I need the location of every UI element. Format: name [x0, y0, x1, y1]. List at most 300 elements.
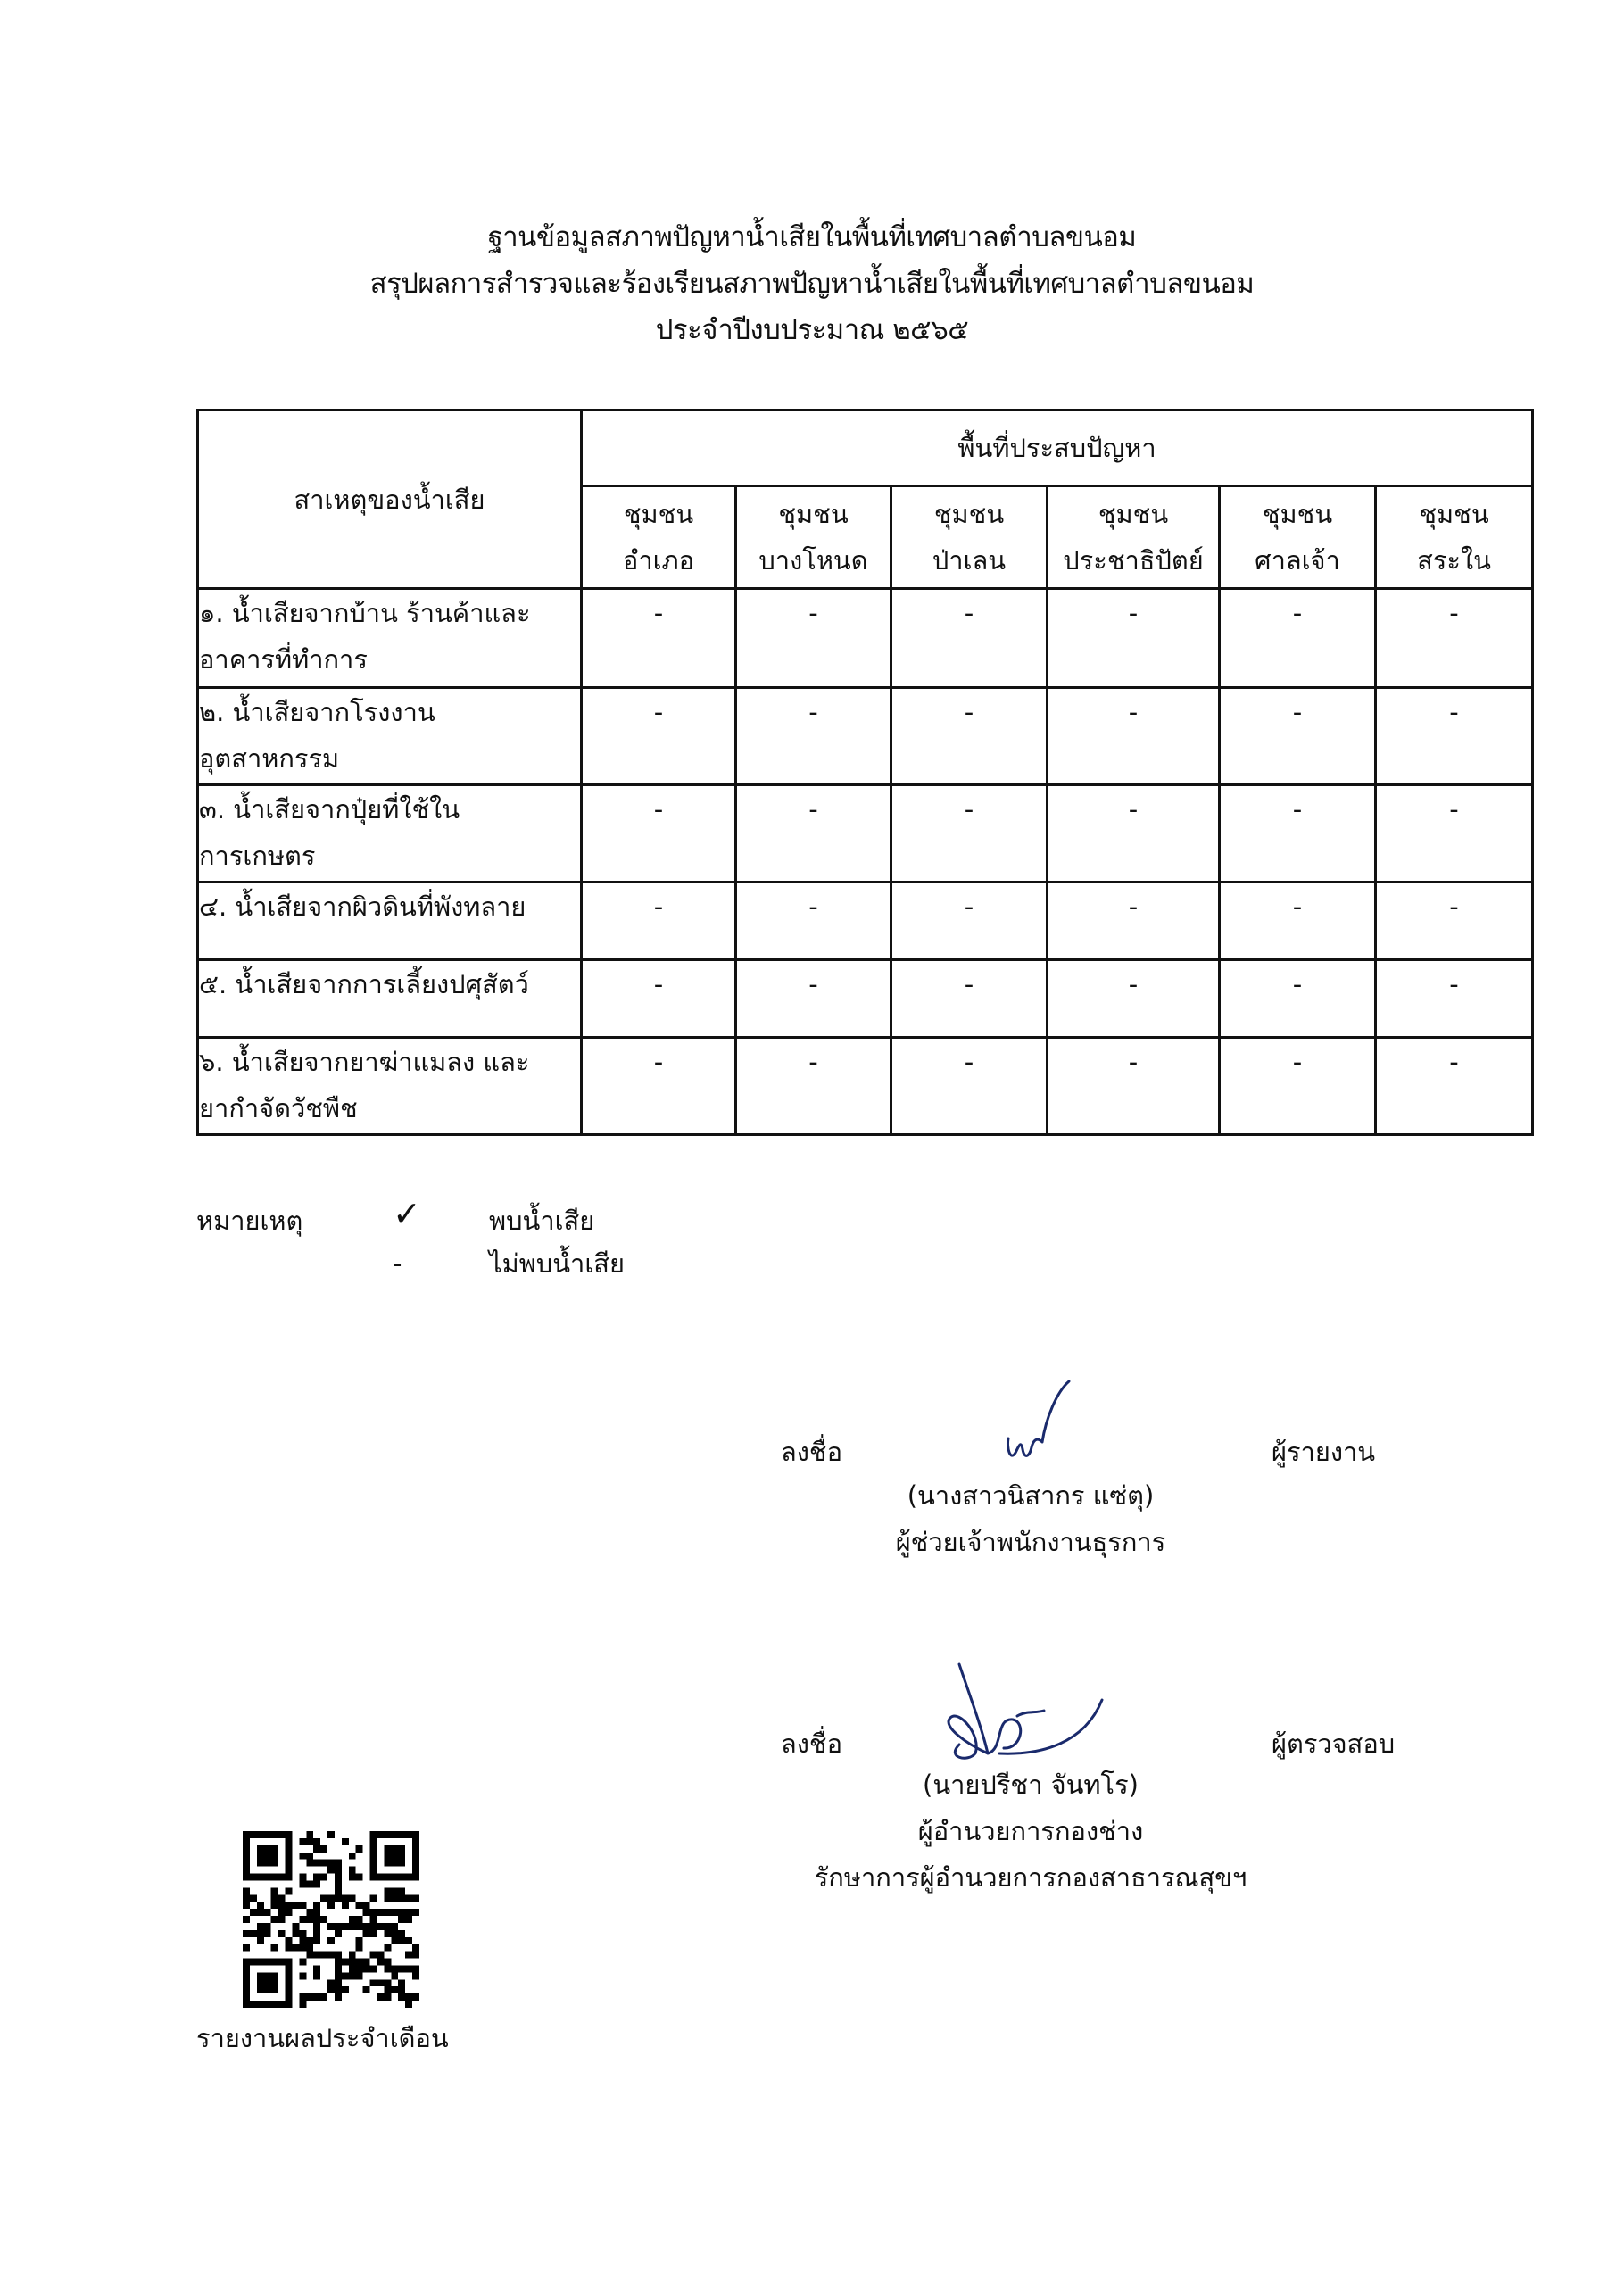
cause-text-line1: ๑. น้ำเสียจากบ้าน ร้านค้าและ	[199, 598, 531, 628]
table-row	[198, 1038, 1533, 1135]
qr-module	[271, 1887, 278, 1894]
qr-module	[327, 1831, 335, 1838]
qr-module	[335, 1930, 342, 1937]
qr-module	[335, 1993, 342, 2001]
qr-module	[243, 1867, 250, 1874]
qr-module	[398, 1986, 405, 1993]
qr-module	[377, 1874, 384, 1881]
qr-module	[313, 1993, 320, 2001]
qr-module	[370, 1838, 377, 1845]
table-row	[198, 960, 1533, 1038]
qr-module	[243, 1838, 250, 1845]
qr-module	[384, 1979, 391, 1986]
qr-module	[398, 1965, 405, 1972]
qr-module	[278, 2001, 286, 2008]
qr-module	[356, 1845, 363, 1853]
qr-module	[398, 1845, 405, 1853]
sign-label-2: ลงชื่อ	[781, 1728, 843, 1759]
qr-module	[327, 1902, 335, 1909]
cause-cell	[198, 785, 582, 883]
status-cell: -	[1048, 1038, 1220, 1135]
qr-module	[356, 1944, 363, 1952]
status-cell: -	[1048, 960, 1220, 1038]
qr-module	[356, 1916, 363, 1923]
qr-module	[286, 1902, 293, 1909]
qr-module	[320, 1916, 327, 1923]
qr-module	[243, 1979, 250, 1986]
qr-module	[398, 1831, 405, 1838]
qr-module	[349, 1894, 356, 1902]
cause-cell	[198, 688, 582, 785]
qr-module	[306, 1993, 313, 2001]
status-cell: -	[891, 785, 1048, 883]
qr-module	[271, 1972, 278, 1979]
qr-module	[271, 1902, 278, 1909]
dash-symbol: -	[393, 1248, 402, 1279]
qr-module	[306, 1880, 313, 1887]
qr-module	[243, 1874, 250, 1881]
qr-module	[264, 1979, 271, 1986]
qr-module	[257, 1874, 264, 1881]
community-header	[1376, 486, 1533, 589]
cause-cell	[198, 589, 582, 688]
status-cell: -	[582, 589, 736, 688]
qr-module	[257, 1959, 264, 1966]
qr-module	[391, 1965, 398, 1972]
qr-module	[335, 1860, 342, 1867]
qr-module	[349, 1923, 356, 1930]
qr-module	[335, 1986, 342, 1993]
qr-module	[342, 1986, 349, 1993]
qr-module	[327, 1937, 335, 1944]
qr-module	[412, 1831, 419, 1838]
qr-module	[363, 1965, 370, 1972]
qr-module	[286, 1979, 293, 1986]
qr-module	[342, 1923, 349, 1930]
qr-module	[370, 1874, 377, 1881]
qr-module	[278, 1930, 286, 1937]
signature-reporter	[990, 1374, 1089, 1472]
qr-module	[313, 1916, 320, 1923]
qr-module	[286, 1845, 293, 1853]
qr-module	[327, 1860, 335, 1867]
qr-module	[257, 1902, 264, 1909]
qr-module	[391, 1909, 398, 1916]
qr-module	[384, 1860, 391, 1867]
qr-module	[327, 1923, 335, 1930]
qr-module	[286, 1838, 293, 1845]
status-cell: -	[582, 688, 736, 785]
qr-module	[349, 1965, 356, 1972]
qr-module	[391, 1853, 398, 1860]
qr-module	[286, 1887, 293, 1894]
table-row	[198, 688, 1533, 785]
qr-module	[278, 1894, 286, 1902]
qr-module	[349, 1853, 356, 1860]
qr-module	[306, 1909, 313, 1916]
qr-module	[250, 1831, 257, 1838]
qr-module	[356, 1972, 363, 1979]
qr-module	[356, 1874, 363, 1881]
qr-module	[342, 1902, 349, 1909]
qr-module	[370, 1952, 377, 1959]
community-name: สระใน	[1417, 545, 1491, 576]
qr-module	[264, 1831, 271, 1838]
qr-module	[271, 1986, 278, 1993]
qr-module	[250, 1874, 257, 1881]
qr-module	[370, 1930, 377, 1937]
affected-area-header: พื้นที่ประสบปัญหา	[582, 410, 1533, 486]
cause-text-line1: ๔. น้ำเสียจากผิวดินที่พังทลาย	[199, 891, 526, 922]
table-row	[198, 785, 1533, 883]
qr-module	[306, 1860, 313, 1867]
qr-module	[271, 1853, 278, 1860]
qr-module	[278, 1916, 286, 1923]
qr-module	[264, 1959, 271, 1966]
qr-module	[264, 1853, 271, 1860]
community-name: ประชาธิปัตย์	[1063, 545, 1204, 576]
qr-module	[271, 1831, 278, 1838]
qr-module	[313, 1874, 320, 1881]
qr-module	[377, 1959, 384, 1966]
qr-module	[370, 1909, 377, 1916]
reporter-role: ผู้รายงาน	[1272, 1437, 1376, 1467]
qr-module	[327, 1979, 335, 1986]
qr-module	[377, 1923, 384, 1930]
qr-module	[271, 1894, 278, 1902]
qr-module	[377, 1909, 384, 1916]
qr-module	[398, 1887, 405, 1894]
qr-module	[398, 1860, 405, 1867]
qr-module	[384, 1959, 391, 1966]
status-cell: -	[1220, 688, 1376, 785]
qr-module	[327, 1894, 335, 1902]
qr-module	[370, 1867, 377, 1874]
qr-module	[306, 1952, 313, 1959]
table-row	[198, 589, 1533, 688]
qr-module	[306, 1944, 313, 1952]
qr-module	[391, 1887, 398, 1894]
qr-module	[243, 2001, 250, 2008]
qr-module	[335, 1880, 342, 1887]
cause-text-line2: ยากำจัดวัชพืช	[199, 1093, 358, 1123]
cause-text-line1: ๕. น้ำเสียจากการเลี้ยงปศุสัตว์	[199, 969, 529, 999]
qr-module	[271, 1959, 278, 1966]
qr-module	[384, 1853, 391, 1860]
qr-module	[320, 1874, 327, 1881]
qr-module	[398, 1894, 405, 1902]
qr-module	[412, 1972, 419, 1979]
status-cell: -	[1048, 785, 1220, 883]
qr-module	[398, 1916, 405, 1923]
qr-module	[349, 1867, 356, 1874]
qr-module	[271, 1860, 278, 1867]
status-cell: -	[1376, 1038, 1533, 1135]
qr-module	[391, 1923, 398, 1930]
qr-module	[349, 1972, 356, 1979]
qr-module	[327, 1986, 335, 1993]
qr-module	[313, 1923, 320, 1930]
qr-module	[257, 1909, 264, 1916]
qr-module	[384, 1887, 391, 1894]
qr-module	[342, 1838, 349, 1845]
qr-module	[335, 1874, 342, 1881]
qr-module	[313, 1838, 320, 1845]
qr-module	[384, 1874, 391, 1881]
qr-module	[271, 1979, 278, 1986]
qr-module	[257, 1831, 264, 1838]
qr-module	[405, 1831, 412, 1838]
qr-module	[349, 1959, 356, 1966]
community-header	[891, 486, 1048, 589]
qr-module	[370, 1894, 377, 1902]
qr-module	[363, 1986, 370, 1993]
qr-module	[243, 1887, 250, 1894]
qr-module	[313, 1880, 320, 1887]
qr-module	[243, 1993, 250, 2001]
qr-module	[412, 1853, 419, 1860]
cause-cell	[198, 883, 582, 960]
community-header-line1: ชุมชน	[623, 499, 694, 529]
qr-module	[391, 1860, 398, 1867]
wastewater-table	[196, 409, 1534, 1136]
qr-module	[243, 1902, 250, 1909]
check-icon: ✓	[393, 1194, 421, 1233]
status-cell: -	[736, 960, 891, 1038]
community-header-line1: ชุมชน	[1419, 499, 1489, 529]
status-cell: -	[736, 1038, 891, 1135]
qr-module	[412, 1860, 419, 1867]
qr-module	[278, 1874, 286, 1881]
qr-module	[264, 1986, 271, 1993]
community-name: อำเภอ	[622, 545, 695, 576]
qr-module	[257, 1845, 264, 1853]
qr-module	[271, 1874, 278, 1881]
sign-label-1: ลงชื่อ	[781, 1437, 843, 1467]
status-cell: -	[582, 785, 736, 883]
qr-module	[243, 1853, 250, 1860]
qr-module	[335, 1887, 342, 1894]
reporter-name: (นางสาวนิสากร แซ่ตุ)	[907, 1480, 1155, 1511]
status-cell: -	[891, 688, 1048, 785]
cause-text-line2: การเกษตร	[199, 841, 316, 871]
status-cell: -	[891, 960, 1048, 1038]
qr-module	[264, 1845, 271, 1853]
qr-module	[349, 1952, 356, 1959]
qr-module	[257, 1979, 264, 1986]
qr-module	[286, 1972, 293, 1979]
qr-module	[363, 1930, 370, 1937]
qr-module	[356, 1959, 363, 1966]
status-cell: -	[736, 883, 891, 960]
qr-module	[257, 2001, 264, 2008]
qr-module	[377, 1952, 384, 1959]
qr-module	[299, 1874, 306, 1881]
qr-module	[405, 1965, 412, 1972]
qr-module	[335, 1965, 342, 1972]
qr-module	[299, 1930, 306, 1937]
qr-module	[257, 1853, 264, 1860]
qr-module	[250, 1894, 257, 1902]
qr-module	[286, 1986, 293, 1993]
qr-module	[412, 1993, 419, 2001]
qr-module	[398, 1909, 405, 1916]
legend-found-text: พบน้ำเสีย	[489, 1206, 595, 1236]
qr-module	[412, 1909, 419, 1916]
qr-module	[342, 1959, 349, 1966]
inspector-role: ผู้ตรวจสอบ	[1272, 1728, 1396, 1759]
qr-module	[363, 1959, 370, 1966]
qr-module	[286, 1909, 293, 1916]
qr-module	[243, 1965, 250, 1972]
qr-module	[398, 1979, 405, 1986]
qr-module	[391, 1937, 398, 1944]
qr-module	[412, 1867, 419, 1874]
qr-module	[243, 1959, 250, 1966]
qr-module	[405, 1916, 412, 1923]
qr-module	[286, 1965, 293, 1972]
qr-module	[243, 1831, 250, 1838]
qr-module	[412, 1944, 419, 1952]
community-header	[1048, 486, 1220, 589]
qr-module	[391, 1986, 398, 1993]
qr-module	[257, 1860, 264, 1867]
qr-module	[299, 1944, 306, 1952]
qr-module	[243, 1944, 250, 1952]
status-cell: -	[736, 589, 891, 688]
cause-text-line2: อุตสาหกรรม	[199, 743, 340, 774]
qr-module	[299, 1853, 306, 1860]
qr-module	[391, 1972, 398, 1979]
community-header-line1: ชุมชน	[778, 499, 849, 529]
community-name: ศาลเจ้า	[1255, 545, 1340, 576]
qr-module	[257, 1930, 264, 1937]
qr-module	[398, 1930, 405, 1937]
qr-module	[370, 1853, 377, 1860]
qr-module	[313, 1909, 320, 1916]
status-cell: -	[1376, 589, 1533, 688]
cause-cell	[198, 1038, 582, 1135]
status-cell: -	[1220, 785, 1376, 883]
qr-module	[313, 1845, 320, 1853]
qr-module	[271, 1845, 278, 1853]
status-cell: -	[582, 883, 736, 960]
qr-module	[412, 1845, 419, 1853]
qr-module	[271, 1944, 278, 1952]
qr-module	[320, 1993, 327, 2001]
qr-module	[391, 1874, 398, 1881]
qr-module	[356, 1937, 363, 1944]
qr-module	[384, 1894, 391, 1902]
qr-module	[391, 1845, 398, 1853]
status-cell: -	[582, 960, 736, 1038]
qr-module	[384, 1845, 391, 1853]
qr-module	[264, 1930, 271, 1937]
qr-module	[286, 1867, 293, 1874]
qr-module	[257, 1986, 264, 1993]
cause-cell	[198, 960, 582, 1038]
qr-module	[335, 1972, 342, 1979]
qr-module	[264, 1874, 271, 1881]
qr-module	[243, 1860, 250, 1867]
status-cell: -	[1048, 688, 1220, 785]
qr-module	[405, 1952, 412, 1959]
status-cell: -	[1220, 883, 1376, 960]
qr-module	[243, 1930, 250, 1937]
qr-module	[313, 1902, 320, 1909]
title-line-3: ประจำปีงบประมาณ ๒๕๖๕	[655, 314, 969, 346]
qr-module	[405, 1874, 412, 1881]
qr-module	[412, 1965, 419, 1972]
cause-text-line1: ๒. น้ำเสียจากโรงงาน	[199, 697, 435, 727]
qr-module	[306, 1937, 313, 1944]
qr-module	[335, 1979, 342, 1986]
qr-module	[370, 1965, 377, 1972]
qr-module	[313, 1930, 320, 1937]
community-name: บางโหนด	[758, 545, 868, 576]
qr-module	[286, 1874, 293, 1881]
qr-module	[286, 1860, 293, 1867]
qr-module	[299, 1959, 306, 1966]
qr-module	[377, 1993, 384, 2001]
qr-module	[384, 1993, 391, 2001]
qr-module	[349, 1916, 356, 1923]
qr-module	[412, 1874, 419, 1881]
qr-module	[257, 1972, 264, 1979]
community-header	[1220, 486, 1376, 589]
qr-module	[264, 1972, 271, 1979]
status-cell: -	[1376, 960, 1533, 1038]
legend-label: หมายเหตุ	[196, 1206, 303, 1236]
qr-module	[363, 1923, 370, 1930]
cause-text-line1: ๓. น้ำเสียจากปุ๋ยที่ใช้ใน	[199, 794, 460, 825]
status-cell: -	[1220, 589, 1376, 688]
qr-module	[398, 1993, 405, 2001]
qr-module	[356, 1923, 363, 1930]
inspector-position-1: ผู้อำนวยการกองช่าง	[917, 1816, 1144, 1846]
qr-code[interactable]	[243, 1831, 419, 2008]
qr-module	[243, 1894, 250, 1902]
qr-module	[370, 1979, 377, 1986]
qr-module	[243, 1972, 250, 1979]
qr-module	[370, 1916, 377, 1923]
document-title	[0, 214, 1624, 353]
qr-module	[335, 1923, 342, 1930]
qr-module	[327, 1952, 335, 1959]
qr-module	[299, 1902, 306, 1909]
qr-module	[299, 1937, 306, 1944]
qr-module	[243, 1845, 250, 1853]
qr-module	[342, 1894, 349, 1902]
qr-module	[292, 1902, 299, 1909]
qr-module	[286, 1959, 293, 1966]
status-cell: -	[582, 1038, 736, 1135]
qr-module	[243, 1916, 250, 1923]
qr-module	[306, 1838, 313, 1845]
status-cell: -	[736, 688, 891, 785]
qr-module	[320, 1952, 327, 1959]
community-header-line1: ชุมชน	[933, 499, 1005, 529]
qr-module	[292, 1944, 299, 1952]
qr-module	[264, 1909, 271, 1916]
inspector-position-2: รักษาการผู้อำนวยการกองสาธารณสุขฯ	[814, 1862, 1247, 1893]
qr-module	[320, 1894, 327, 1902]
status-cell: -	[891, 883, 1048, 960]
qr-module	[313, 1952, 320, 1959]
qr-module	[384, 1986, 391, 1993]
qr-module	[299, 1880, 306, 1887]
qr-module	[412, 1952, 419, 1959]
